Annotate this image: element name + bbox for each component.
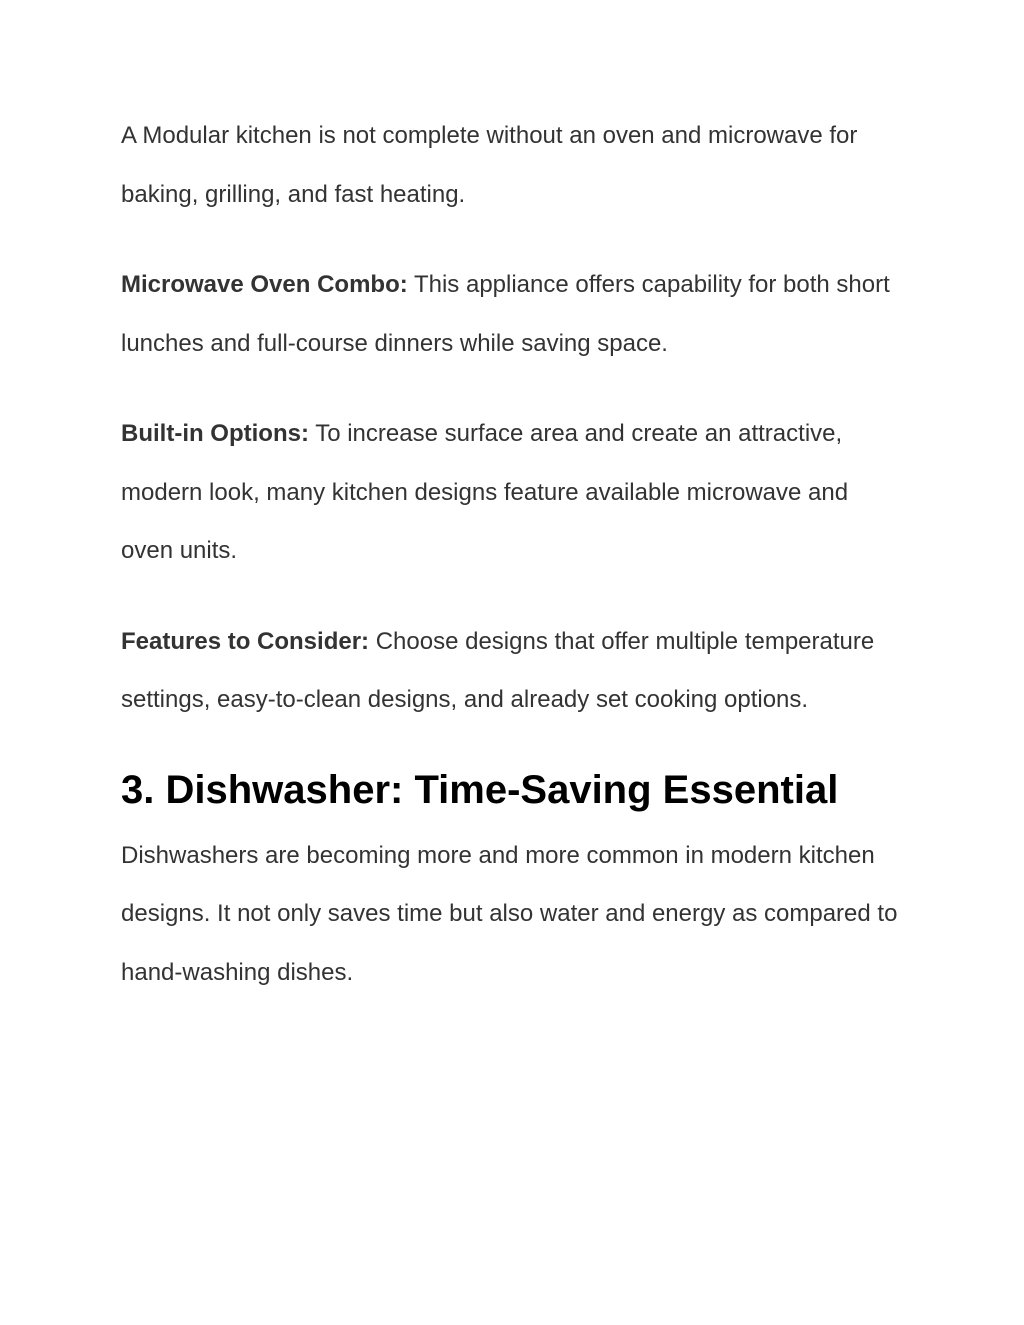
intro-paragraph: A Modular kitchen is not complete without an oven and microwave for baking, grilling, and fast heating.: [121, 122, 858, 208]
built-in-options-text: To increase surface area and create an attractive, modern look, many kitchen designs feature available microwave and oven units.: [121, 420, 849, 564]
built-in-options-paragraph: [121, 405, 901, 581]
features-to-consider-text: Choose designs that offer multiple temperature settings, easy-to-clean designs, and already set cooking options.: [121, 627, 875, 713]
microwave-oven-combo-text: This appliance offers capability for both short lunches and full-course dinners while saving space.: [121, 271, 890, 357]
microwave-oven-combo-paragraph: [121, 256, 901, 373]
document-page: [121, 107, 901, 1002]
dishwasher-section-body: Dishwashers are becoming more and more common in modern kitchen designs. It not only saves time but also water and energy as compared to hand-washing dishes.: [121, 841, 898, 986]
dishwasher-section-heading: 3. Dishwasher: Time-Saving Essential: [121, 767, 839, 812]
microwave-oven-combo-label: Microwave Oven Combo:: [121, 271, 408, 298]
built-in-options-label: Built-in Options:: [121, 420, 309, 447]
features-to-consider-paragraph: [121, 613, 901, 730]
features-to-consider-label: Features to Consider:: [121, 627, 370, 655]
